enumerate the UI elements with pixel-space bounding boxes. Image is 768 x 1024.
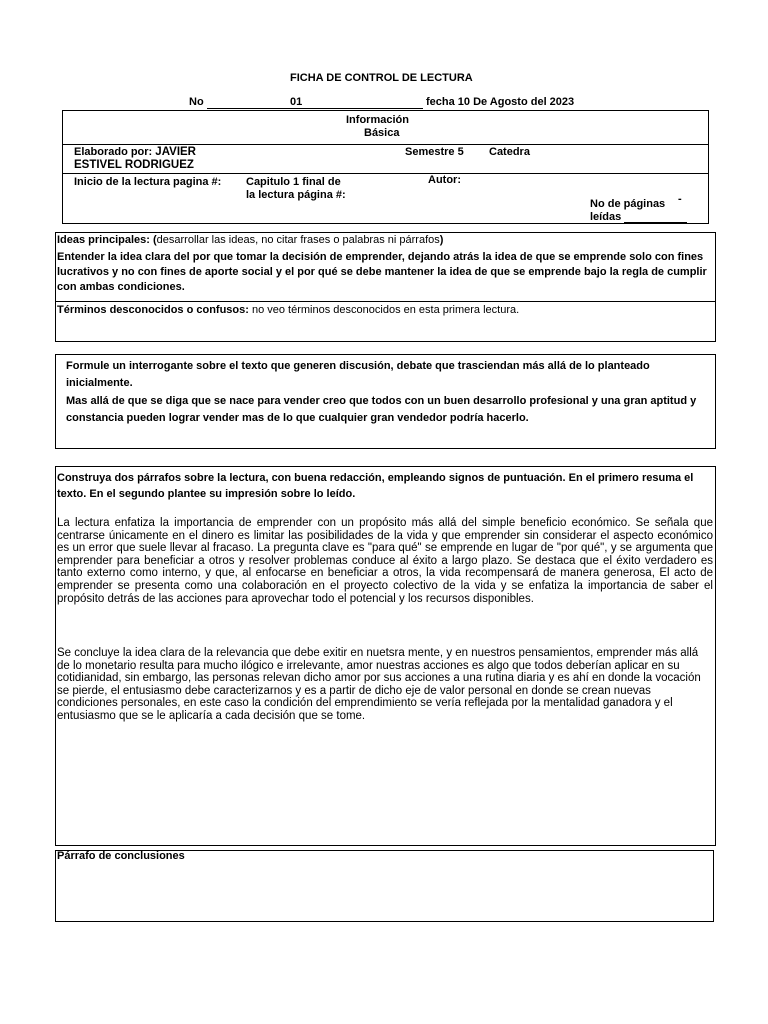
ideas-heading-bold: Ideas principales: ( — [57, 234, 157, 246]
paginas-dash: - — [678, 193, 682, 205]
paginas-underline — [624, 222, 687, 223]
terminos-text: no veo términos desconocidos en esta primera lectura. — [248, 304, 520, 316]
document-title: FICHA DE CONTROL DE LECTURA — [290, 72, 473, 84]
record-date: fecha 10 De Agosto del 2023 — [426, 96, 575, 108]
info-title-line2: Básica — [364, 127, 400, 139]
info-divider-1 — [63, 144, 708, 145]
ideas-heading-close: ) — [439, 234, 444, 246]
parrafos-heading: Construya dos párrafos sobre la lectura, con buena redacción, empleando signos de puntuación. En el primero resuma el texto. En el segundo plantee su impresión sobre lo leído. — [57, 472, 694, 500]
ideas-heading — [57, 234, 443, 246]
parrafo-impresion: Se concluye la idea clara de la relevancia que debe exitir en nuetsra mente, y en nuestros pensamientos, emprender más allá de lo monetario resulta para mucho ilógico e irrelevante, amor nuestras acciones es algo que todos deberían aplicar en su cotidianidad, sin embargo, las personas relevan dicho amor por sus acciones a una rutina diaria y es ahí en donde la vocación se pierde, el entusiasmo debe caracterizarnos y es a partir de dicho eje de valor personal en donde se crean nuevas condiciones personales, en este caso la condición del emprendimiento se vería reflejada por la mentalidad ganadora y el entusiasmo que se le aplicaría a cada decisión que se tome. — [57, 647, 701, 722]
paginas-label-line2: leídas — [590, 211, 622, 223]
elaborado-label — [74, 146, 196, 158]
record-number-value: 01 — [290, 96, 303, 108]
catedra-label: Catedra — [489, 146, 530, 158]
capitulo-line2: la lectura página #: — [246, 189, 346, 201]
elaborado-first-name: JAVIER — [155, 146, 196, 158]
elaborado-name-rest: ESTIVEL RODRIGUEZ — [74, 159, 194, 171]
interrogante-text: Mas allá de que se diga que se nace para vender creo que todos con un buen desarrollo profesional y una gran aptitud y constancia pueden lograr vender mas de lo que cualquier gran vendedor podría hacerlo. — [66, 395, 697, 424]
terminos-label: Términos desconocidos o confusos: — [57, 304, 249, 316]
record-number-line — [207, 108, 423, 109]
conclusiones-label: Párrafo de conclusiones — [57, 850, 185, 862]
info-divider-2 — [63, 173, 708, 174]
ideas-terminos-divider — [56, 301, 715, 302]
autor-label: Autor: — [428, 174, 461, 186]
ideas-heading-instruction: desarrollar las ideas, no citar frases o palabras ni párrafos — [156, 234, 440, 246]
record-number-label: No — [189, 96, 204, 108]
elaborado-label-text: Elaborado por: — [74, 146, 153, 158]
parrafo-resumen: La lectura enfatiza la importancia de emprender con un propósito más allá del simple beneficio económico. Se señala que centrarse únicamente en el dinero es limitar las posibilidades de la vida y que emprender sin considerar el aspecto económico es un error que suele llevar al fracaso. La pregunta clave es "para qué" se emprende en lugar de "por qué", y se argumenta que emprender para beneficiar a otros y resolver problemas conduce al éxito a largo plazo. Se destaca que el éxito verdadero es tanto externo como interno, y que, al enfocarse en beneficiar a otros, la vida recompensará de manera generosa, El acto de emprender se presenta como una colaboración en el proyecto colectivo de la vida y se enfatiza la importancia de saber el propósito detrás de las acciones para aprovechar todo el potencial y los recursos disponibles. — [57, 517, 713, 605]
ideas-text: Entender la idea clara del por que tomar la decisión de emprender, dejando atrás la idea de que se emprende solo con fines lucrativos y no con fines de aporte social y el por qué se debe mantener la idea de que se emprende bajo la regla de cumplir con ambas condiciones. — [57, 251, 707, 293]
semestre-label: Semestre 5 — [405, 146, 464, 158]
terminos-row — [57, 304, 519, 316]
capitulo-line1: Capitulo 1 final de — [246, 176, 341, 188]
interrogante-heading: Formule un interrogante sobre el texto que generen discusión, debate que trasciendan más allá de lo planteado inicialmente. — [66, 360, 650, 389]
inicio-lectura-label: Inicio de la lectura pagina #: — [74, 176, 222, 188]
paginas-label-line1: No de páginas — [590, 198, 666, 210]
info-title-line1: Información — [346, 114, 409, 126]
